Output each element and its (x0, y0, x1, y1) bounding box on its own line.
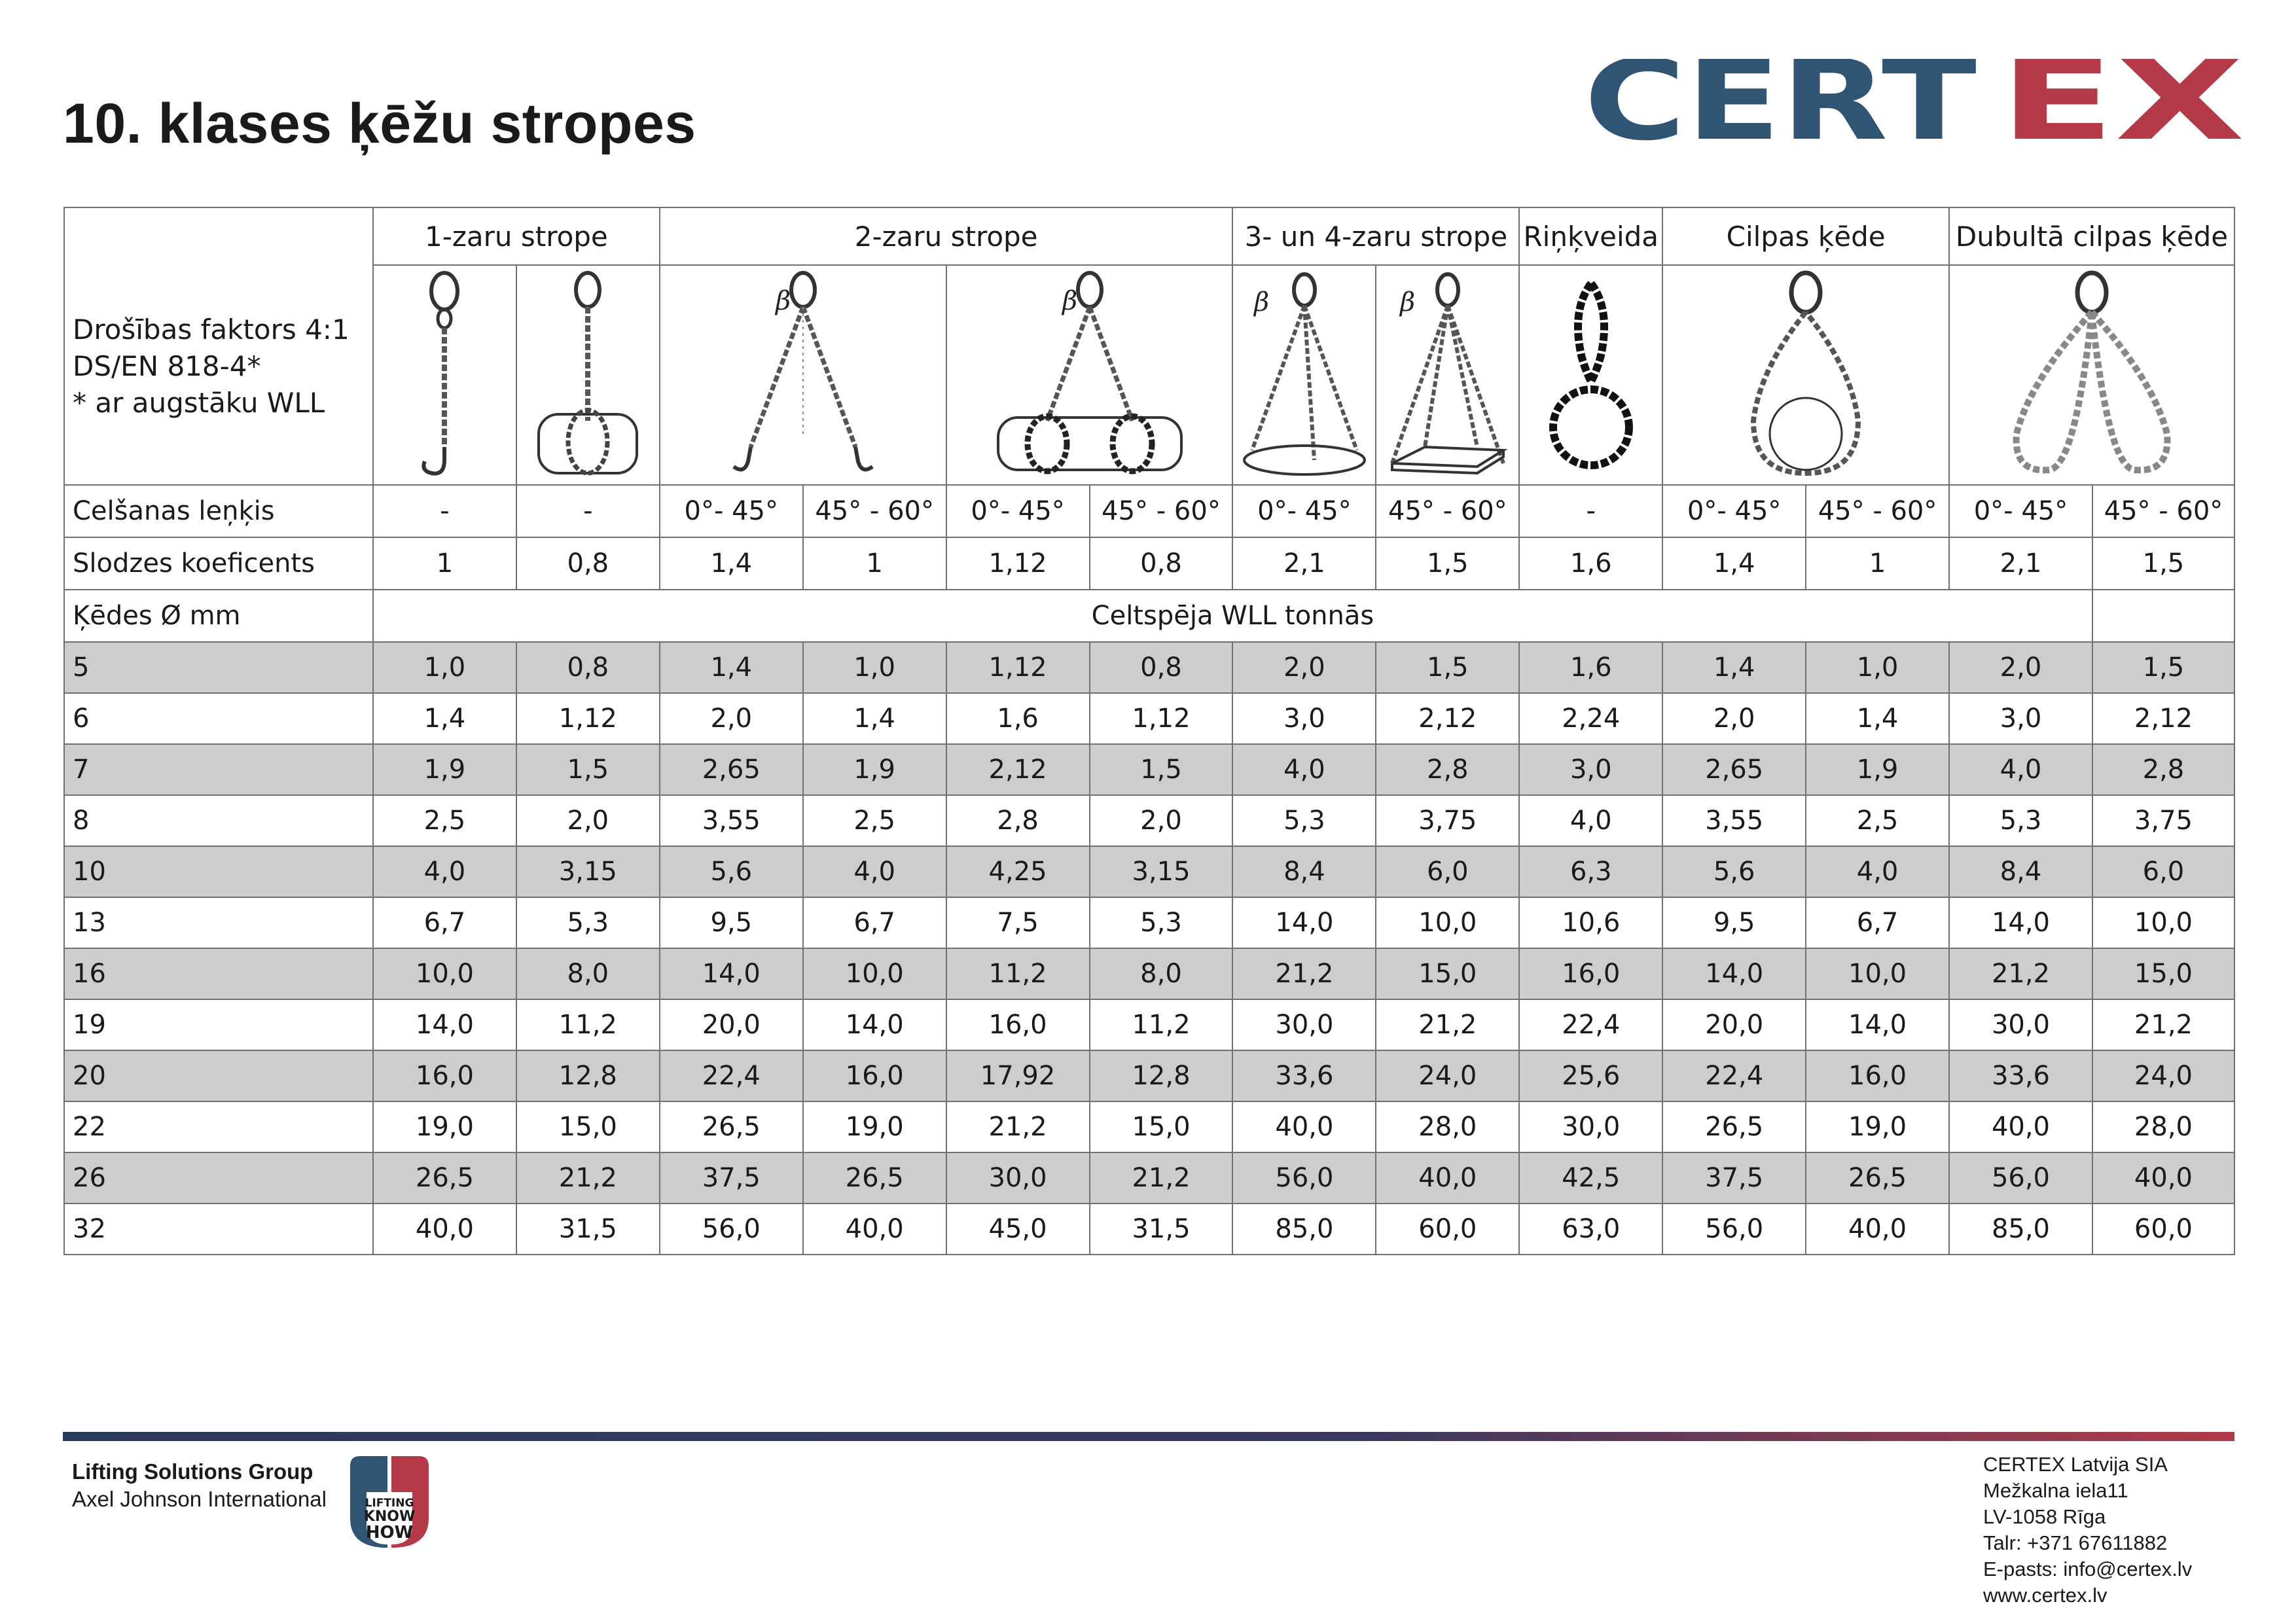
wll-cell: 11,2 (1090, 999, 1233, 1050)
wll-cell: 40,0 (803, 1204, 946, 1255)
wll-cell: 26,5 (660, 1101, 803, 1152)
group-header-endless: Riņķveida (1519, 207, 1662, 265)
certex-logo (1584, 59, 2245, 144)
wll-cell: 45,0 (946, 1204, 1090, 1255)
wll-cell: 22,4 (1519, 999, 1662, 1050)
angle-cell: 45° - 60° (803, 485, 946, 537)
wll-cell: 17,92 (946, 1050, 1090, 1101)
wll-cell: 40,0 (1376, 1152, 1519, 1204)
factor-cell: 0,8 (1090, 537, 1233, 590)
wll-cell: 4,0 (1949, 744, 2092, 795)
wll-cell: 21,2 (516, 1152, 660, 1204)
beta-symbol: β (1399, 287, 1415, 317)
factor-cell: 1,4 (660, 537, 803, 590)
wll-cell: 19,0 (373, 1101, 516, 1152)
angle-cell: 45° - 60° (2092, 485, 2234, 537)
wll-cell: 26,5 (1806, 1152, 1949, 1204)
factor-cell: 1 (803, 537, 946, 590)
wll-cell: 8,0 (1090, 948, 1233, 999)
wll-cell: 5,6 (660, 846, 803, 897)
standard-line: DS/EN 818-4* (73, 350, 261, 382)
wll-cell: 22,4 (660, 1050, 803, 1101)
wll-note-line: * ar augstāku WLL (73, 387, 325, 419)
sling-illustration-1-leg-choke (516, 265, 660, 485)
wll-cell: 1,0 (373, 642, 516, 693)
wll-cell: 0,8 (1090, 642, 1233, 693)
wll-cell: 25,6 (1519, 1050, 1662, 1101)
wll-cell: 2,0 (660, 693, 803, 744)
wll-cell: 16,0 (803, 1050, 946, 1101)
wll-cell: 40,0 (1949, 1101, 2092, 1152)
wll-cell: 30,0 (1232, 999, 1376, 1050)
logo-text-right: EX (2000, 59, 2245, 144)
diameter-cell: 6 (64, 693, 373, 744)
group-header-3-4-leg: 3- un 4-zaru strope (1232, 207, 1519, 265)
factor-cell: 1,5 (2092, 537, 2234, 590)
wll-cell: 1,5 (1090, 744, 1233, 795)
table-row (64, 744, 2234, 795)
wll-cell: 15,0 (2092, 948, 2234, 999)
factor-cell: 2,1 (1232, 537, 1376, 590)
wll-cell: 2,8 (2092, 744, 2234, 795)
wll-cell: 14,0 (803, 999, 946, 1050)
wll-cell: 26,5 (803, 1152, 946, 1204)
wll-cell: 2,5 (803, 795, 946, 846)
wll-cell: 21,2 (1949, 948, 2092, 999)
table-row (64, 1152, 2234, 1204)
badge-word: LIFTING (365, 1497, 414, 1510)
wll-cell: 15,0 (1090, 1101, 1233, 1152)
wll-cell: 40,0 (2092, 1152, 2234, 1204)
angle-cell: 0°- 45° (946, 485, 1090, 537)
wll-cell: 14,0 (660, 948, 803, 999)
factor-label: Slodzes koeficents (64, 537, 373, 590)
wll-cell: 1,9 (1806, 744, 1949, 795)
table-row (64, 642, 2234, 693)
table-row (64, 948, 2234, 999)
wll-cell: 31,5 (516, 1204, 660, 1255)
group-header-loop: Cilpas ķēde (1662, 207, 1949, 265)
wll-cell: 56,0 (1949, 1152, 2092, 1204)
wll-cell: 6,7 (373, 897, 516, 948)
angle-label: Celšanas leņķis (64, 485, 373, 537)
wll-cell: 16,0 (373, 1050, 516, 1101)
wll-cell: 60,0 (2092, 1204, 2234, 1255)
wll-cell: 14,0 (1662, 948, 1806, 999)
group-block (72, 1458, 327, 1513)
wll-cell: 40,0 (373, 1204, 516, 1255)
diameter-label: Ķēdes Ø mm (64, 590, 373, 642)
factor-cell: 1,12 (946, 537, 1090, 590)
wll-table (63, 207, 2235, 1255)
page-title: 10. klases ķēžu stropes (63, 92, 696, 155)
wll-cell: 3,55 (1662, 795, 1806, 846)
sling-illustration-double-loop (1949, 265, 2234, 485)
wll-cell: 30,0 (1949, 999, 2092, 1050)
phone: Talr: +371 67611882 (1983, 1531, 2168, 1554)
wll-cell: 16,0 (1519, 948, 1662, 999)
wll-cell: 3,0 (1519, 744, 1662, 795)
safety-info-cell (64, 207, 373, 485)
table-row (64, 795, 2234, 846)
wll-cell: 2,0 (516, 795, 660, 846)
wll-cell: 1,4 (803, 693, 946, 744)
wll-cell: 21,2 (1090, 1152, 1233, 1204)
wll-cell: 3,75 (1376, 795, 1519, 846)
diameter-cell: 10 (64, 846, 373, 897)
wll-cell: 85,0 (1949, 1204, 2092, 1255)
wll-cell: 20,0 (1662, 999, 1806, 1050)
wll-cell: 10,0 (803, 948, 946, 999)
wll-cell: 21,2 (2092, 999, 2234, 1050)
postal-city: LV-1058 Rīga (1983, 1505, 2106, 1528)
wll-cell: 8,0 (516, 948, 660, 999)
badge-word: KNOW (363, 1508, 416, 1525)
wll-cell: 42,5 (1519, 1152, 1662, 1204)
group-subtitle: Axel Johnson International (72, 1487, 327, 1511)
wll-cell: 21,2 (1376, 999, 1519, 1050)
wll-cell: 8,4 (1949, 846, 2092, 897)
factor-cell: 1 (373, 537, 516, 590)
wll-cell: 6,0 (2092, 846, 2234, 897)
wll-cell: 21,2 (946, 1101, 1090, 1152)
wll-cell: 2,5 (1806, 795, 1949, 846)
angle-cell: - (516, 485, 660, 537)
wll-cell: 19,0 (803, 1101, 946, 1152)
lifting-know-how-badge (340, 1453, 439, 1551)
wll-cell: 56,0 (1232, 1152, 1376, 1204)
wll-cell: 14,0 (1949, 897, 2092, 948)
wll-cell: 2,0 (1662, 693, 1806, 744)
wll-cell: 6,7 (803, 897, 946, 948)
wll-cell: 1,12 (1090, 693, 1233, 744)
group-header-2-leg: 2-zaru strope (660, 207, 1233, 265)
diameter-cell: 16 (64, 948, 373, 999)
diameter-cell: 8 (64, 795, 373, 846)
wll-cell: 2,0 (1232, 642, 1376, 693)
wll-cell: 2,0 (1949, 642, 2092, 693)
wll-cell: 1,5 (516, 744, 660, 795)
wll-cell: 16,0 (946, 999, 1090, 1050)
wll-cell: 4,0 (373, 846, 516, 897)
table-row (64, 846, 2234, 897)
factor-cell: 1 (1806, 537, 1949, 590)
diameter-cell: 32 (64, 1204, 373, 1255)
sling-illustration-3-leg (1232, 265, 1376, 485)
wll-cell: 3,55 (660, 795, 803, 846)
wll-cell: 10,0 (373, 948, 516, 999)
wll-cell: 5,3 (516, 897, 660, 948)
wll-cell: 9,5 (660, 897, 803, 948)
wll-cell: 22,4 (1662, 1050, 1806, 1101)
wll-cell: 19,0 (1806, 1101, 1949, 1152)
wll-cell: 9,5 (1662, 897, 1806, 948)
table-row (64, 1204, 2234, 1255)
wll-cell: 1,6 (1519, 642, 1662, 693)
wll-cell: 4,0 (1806, 846, 1949, 897)
wll-cell: 85,0 (1232, 1204, 1376, 1255)
beta-symbol: β (775, 286, 791, 316)
table-row (64, 999, 2234, 1050)
beta-symbol: β (1253, 287, 1270, 317)
group-name: Lifting Solutions Group (72, 1459, 314, 1484)
company-address (1983, 1452, 2192, 1609)
wll-cell: 2,12 (2092, 693, 2234, 744)
wll-cell: 3,0 (1949, 693, 2092, 744)
wll-cell: 2,8 (946, 795, 1090, 846)
angle-cell: 0°- 45° (1949, 485, 2092, 537)
sling-illustration-endless (1519, 265, 1662, 485)
angle-cell: 45° - 60° (1090, 485, 1233, 537)
wll-cell: 60,0 (1376, 1204, 1519, 1255)
wll-cell: 15,0 (516, 1101, 660, 1152)
wll-cell: 1,12 (946, 642, 1090, 693)
wll-cell: 33,6 (1949, 1050, 2092, 1101)
angle-cell: 0°- 45° (660, 485, 803, 537)
diameter-cell: 7 (64, 744, 373, 795)
wll-cell: 2,65 (660, 744, 803, 795)
wll-cell: 7,5 (946, 897, 1090, 948)
wll-cell: 63,0 (1519, 1204, 1662, 1255)
wll-cell: 4,0 (803, 846, 946, 897)
angle-cell: 0°- 45° (1232, 485, 1376, 537)
wll-cell: 3,15 (1090, 846, 1233, 897)
wll-cell: 6,7 (1806, 897, 1949, 948)
wll-cell: 15,0 (1376, 948, 1519, 999)
logo-text-left: CERT (1584, 59, 1977, 144)
diameter-cell: 13 (64, 897, 373, 948)
wll-cell: 28,0 (1376, 1101, 1519, 1152)
group-header-1-leg: 1-zaru strope (373, 207, 660, 265)
factor-cell: 1,6 (1519, 537, 1662, 590)
wll-cell: 10,0 (2092, 897, 2234, 948)
beta-symbol: β (1062, 286, 1077, 316)
factor-cell: 1,4 (1662, 537, 1806, 590)
wll-cell: 1,6 (946, 693, 1090, 744)
wll-cell: 24,0 (2092, 1050, 2234, 1101)
angle-cell: 0°- 45° (1662, 485, 1806, 537)
wll-cell: 40,0 (1806, 1204, 1949, 1255)
wll-cell: 0,8 (516, 642, 660, 693)
wll-cell: 1,5 (2092, 642, 2234, 693)
wll-cell: 1,5 (1376, 642, 1519, 693)
wll-cell: 56,0 (1662, 1204, 1806, 1255)
angle-cell: 45° - 60° (1376, 485, 1519, 537)
wll-cell: 30,0 (1519, 1101, 1662, 1152)
wll-cell: 3,75 (2092, 795, 2234, 846)
wll-cell: 16,0 (1806, 1050, 1949, 1101)
wll-cell: 2,65 (1662, 744, 1806, 795)
wll-cell: 1,9 (373, 744, 516, 795)
wll-cell: 24,0 (1376, 1050, 1519, 1101)
angle-cell: - (1519, 485, 1662, 537)
wll-cell: 5,3 (1232, 795, 1376, 846)
wll-cell: 2,0 (1090, 795, 1233, 846)
sling-illustration-4-leg (1376, 265, 1519, 485)
factor-cell: 0,8 (516, 537, 660, 590)
wll-cell: 1,0 (1806, 642, 1949, 693)
wll-cell: 5,3 (1949, 795, 2092, 846)
table-row (64, 897, 2234, 948)
wll-cell: 4,0 (1232, 744, 1376, 795)
wll-cell: 1,9 (803, 744, 946, 795)
table-row (64, 1050, 2234, 1101)
diameter-cell: 19 (64, 999, 373, 1050)
email: E-pasts: info@certex.lv (1983, 1558, 2193, 1580)
wll-caption: Celtspēja WLL tonnās (373, 590, 2092, 642)
wll-cell: 2,8 (1376, 744, 1519, 795)
wll-cell: 33,6 (1232, 1050, 1376, 1101)
wll-cell: 1,0 (803, 642, 946, 693)
wll-cell: 56,0 (660, 1204, 803, 1255)
wll-cell: 30,0 (946, 1152, 1090, 1204)
wll-cell: 1,4 (373, 693, 516, 744)
sling-illustration-1-leg-hook (373, 265, 516, 485)
wll-cell: 14,0 (373, 999, 516, 1050)
wll-cell: 2,12 (1376, 693, 1519, 744)
wll-cell: 3,15 (516, 846, 660, 897)
wll-cell: 11,2 (516, 999, 660, 1050)
sling-illustration-loop (1662, 265, 1949, 485)
diameter-cell: 5 (64, 642, 373, 693)
wll-cell: 12,8 (1090, 1050, 1233, 1101)
safety-factor-line: Drošības faktors 4:1 (73, 313, 350, 346)
wll-cell: 37,5 (1662, 1152, 1806, 1204)
diameter-cell: 26 (64, 1152, 373, 1204)
wll-cell: 6,0 (1376, 846, 1519, 897)
wll-cell: 4,25 (946, 846, 1090, 897)
wll-cell: 2,12 (946, 744, 1090, 795)
factor-cell: 2,1 (1949, 537, 2092, 590)
wll-cell: 10,0 (1376, 897, 1519, 948)
wll-cell: 12,8 (516, 1050, 660, 1101)
wll-cell: 10,0 (1806, 948, 1949, 999)
wll-cell: 5,6 (1662, 846, 1806, 897)
wll-cell: 21,2 (1232, 948, 1376, 999)
wll-cell: 5,3 (1090, 897, 1233, 948)
wll-cell: 40,0 (1232, 1101, 1376, 1152)
wll-cell: 26,5 (1662, 1101, 1806, 1152)
sling-illustration-2-leg-choke (946, 265, 1233, 485)
footer-divider (63, 1432, 2234, 1441)
street: Mežkalna iela11 (1983, 1479, 2128, 1502)
wll-cell: 6,3 (1519, 846, 1662, 897)
wll-cell: 1,4 (660, 642, 803, 693)
wll-cell: 14,0 (1806, 999, 1949, 1050)
data-rows (64, 642, 2234, 1255)
wll-cell: 8,4 (1232, 846, 1376, 897)
wll-cell: 1,4 (1662, 642, 1806, 693)
angle-cell: - (373, 485, 516, 537)
wll-cell: 20,0 (660, 999, 803, 1050)
wll-cell: 1,4 (1806, 693, 1949, 744)
wll-cell: 1,12 (516, 693, 660, 744)
wll-cell: 37,5 (660, 1152, 803, 1204)
website: www.certex.lv (1983, 1584, 2108, 1607)
group-header-double-loop: Dubultā cilpas ķēde (1949, 207, 2234, 265)
wll-cell: 2,24 (1519, 693, 1662, 744)
company-name: CERTEX Latvija SIA (1983, 1453, 2168, 1476)
sling-illustration-2-leg-hook (660, 265, 946, 485)
factor-cell: 1,5 (1376, 537, 1519, 590)
wll-cell: 10,6 (1519, 897, 1662, 948)
wll-cell: 14,0 (1232, 897, 1376, 948)
empty-cell (2092, 590, 2234, 642)
table-row (64, 693, 2234, 744)
wll-cell: 4,0 (1519, 795, 1662, 846)
wll-cell: 31,5 (1090, 1204, 1233, 1255)
table-row (64, 1101, 2234, 1152)
diameter-cell: 20 (64, 1050, 373, 1101)
badge-word: HOW (365, 1523, 414, 1543)
wll-cell: 26,5 (373, 1152, 516, 1204)
wll-cell: 3,0 (1232, 693, 1376, 744)
wll-cell: 28,0 (2092, 1101, 2234, 1152)
angle-cell: 45° - 60° (1806, 485, 1949, 537)
diameter-cell: 22 (64, 1101, 373, 1152)
wll-cell: 11,2 (946, 948, 1090, 999)
wll-cell: 2,5 (373, 795, 516, 846)
